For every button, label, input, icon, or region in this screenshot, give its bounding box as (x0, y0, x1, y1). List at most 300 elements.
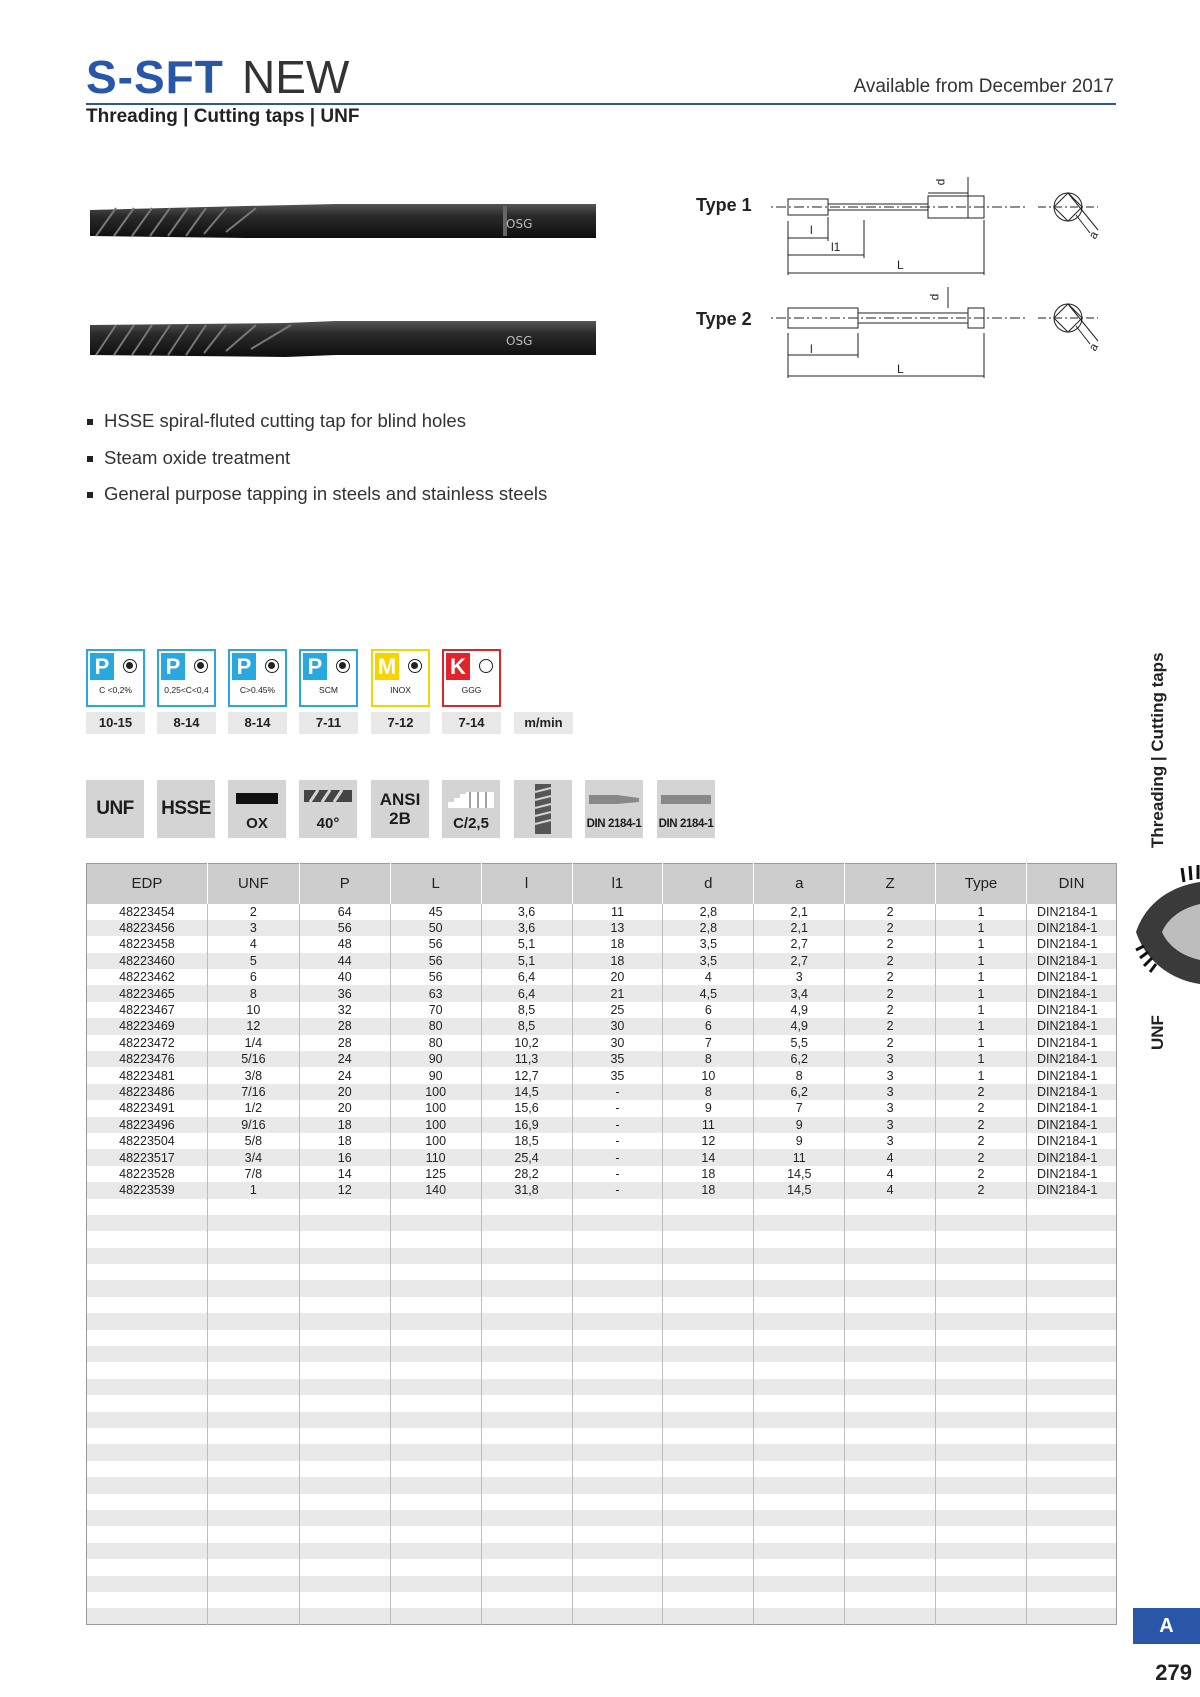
suitability-dot-icon (194, 659, 208, 673)
table-cell: DIN2184-1 (1026, 1182, 1116, 1198)
dim-a-1: a (1085, 228, 1102, 242)
table-cell (390, 1412, 481, 1428)
table-cell (572, 1330, 663, 1346)
table-cell (207, 1608, 299, 1624)
table-cell (572, 1559, 663, 1575)
table-cell: 14,5 (754, 1166, 845, 1182)
table-row (87, 1182, 1117, 1198)
table-cell: 5 (207, 953, 299, 969)
table-cell (754, 1543, 845, 1559)
table-cell (572, 1280, 663, 1296)
suitability-dot-icon (123, 659, 137, 673)
table-cell: 6,2 (754, 1084, 845, 1100)
table-cell (572, 1313, 663, 1329)
table-cell (663, 1428, 754, 1444)
table-cell (207, 1576, 299, 1592)
table-cell (390, 1215, 481, 1231)
table-cell (481, 1494, 572, 1510)
table-cell (207, 1494, 299, 1510)
table-cell (663, 1477, 754, 1493)
table-cell: 16,9 (481, 1117, 572, 1133)
table-cell (663, 1510, 754, 1526)
table-cell: 5/16 (207, 1051, 299, 1067)
table-cell: 5,1 (481, 936, 572, 952)
table-cell: 2 (845, 904, 936, 920)
table-cell (845, 1526, 936, 1542)
table-cell (299, 1362, 390, 1378)
table-row-empty (87, 1231, 1117, 1247)
availability-note: Available from December 2017 (853, 76, 1114, 97)
table-cell (87, 1297, 208, 1313)
title-divider (86, 103, 1116, 105)
table-cell: 24 (299, 1067, 390, 1083)
table-cell (1026, 1461, 1116, 1477)
table-cell: 7 (754, 1100, 845, 1116)
table-row-empty (87, 1395, 1117, 1411)
table-cell (845, 1543, 936, 1559)
dim-a-2: a (1085, 340, 1102, 354)
table-cell (754, 1526, 845, 1542)
table-cell (87, 1379, 208, 1395)
material-p-medium-carbon: P 0,25<C<0,4 (157, 649, 216, 707)
table-cell (390, 1444, 481, 1460)
table-cell (754, 1362, 845, 1378)
table-cell: DIN2184-1 (1026, 920, 1116, 936)
table-cell (754, 1215, 845, 1231)
table-cell: 30 (572, 1018, 663, 1034)
table-cell (1026, 1215, 1116, 1231)
table-cell (390, 1428, 481, 1444)
table-cell (572, 1297, 663, 1313)
table-row (87, 1035, 1117, 1051)
column-header: a (754, 864, 845, 904)
table-cell (754, 1477, 845, 1493)
page-subtitle: Threading | Cutting taps | UNF (86, 106, 360, 127)
table-cell (481, 1297, 572, 1313)
table-cell: 56 (390, 969, 481, 985)
table-cell (1026, 1428, 1116, 1444)
table-cell: 1/2 (207, 1100, 299, 1116)
table-cell (663, 1248, 754, 1264)
coating-ox-icon: OX (228, 780, 286, 838)
table-cell (207, 1543, 299, 1559)
table-cell (663, 1543, 754, 1559)
table-cell (207, 1231, 299, 1247)
table-cell: 3 (207, 920, 299, 936)
table-cell: 20 (299, 1084, 390, 1100)
table-row (87, 1133, 1117, 1149)
table-cell (663, 1313, 754, 1329)
table-cell (845, 1592, 936, 1608)
table-cell: 2 (845, 1018, 936, 1034)
table-cell (299, 1395, 390, 1411)
column-header: Z (845, 864, 936, 904)
table-cell (207, 1264, 299, 1280)
column-header: l1 (572, 864, 663, 904)
table-cell: 2 (845, 1035, 936, 1051)
table-cell: 2,1 (754, 920, 845, 936)
table-cell (936, 1297, 1027, 1313)
table-cell: 2 (936, 1117, 1027, 1133)
table-cell (936, 1412, 1027, 1428)
table-cell (936, 1264, 1027, 1280)
table-cell (663, 1412, 754, 1428)
dim-L-2: L (897, 362, 904, 376)
table-cell (1026, 1494, 1116, 1510)
table-cell: 2 (845, 969, 936, 985)
suitability-dot-icon (408, 659, 422, 673)
table-cell (299, 1559, 390, 1575)
table-cell (481, 1231, 572, 1247)
table-cell (845, 1330, 936, 1346)
table-cell (481, 1199, 572, 1215)
table-cell (754, 1444, 845, 1460)
table-cell (1026, 1592, 1116, 1608)
table-cell (207, 1477, 299, 1493)
table-cell: 25 (572, 1002, 663, 1018)
table-cell (663, 1592, 754, 1608)
table-cell (663, 1199, 754, 1215)
table-cell (572, 1231, 663, 1247)
dimension-drawing (768, 165, 1128, 385)
table-cell (1026, 1231, 1116, 1247)
table-cell (299, 1215, 390, 1231)
table-cell (663, 1297, 754, 1313)
table-cell: 6,2 (754, 1051, 845, 1067)
table-cell: DIN2184-1 (1026, 953, 1116, 969)
table-cell (1026, 1248, 1116, 1264)
table-cell: 1 (936, 904, 1027, 920)
table-cell (663, 1280, 754, 1296)
table-cell: 35 (572, 1051, 663, 1067)
table-cell: 48223460 (87, 953, 208, 969)
table-cell: 40 (299, 969, 390, 985)
table-cell: DIN2184-1 (1026, 1067, 1116, 1083)
table-cell (1026, 1330, 1116, 1346)
table-cell: 14,5 (754, 1182, 845, 1198)
table-cell: 50 (390, 920, 481, 936)
table-cell: 9 (754, 1117, 845, 1133)
table-cell: 2 (936, 1149, 1027, 1165)
table-cell (572, 1412, 663, 1428)
feature-item: HSSE spiral-fluted cutting tap for blind holes (86, 408, 547, 445)
table-cell (207, 1280, 299, 1296)
table-cell: DIN2184-1 (1026, 1018, 1116, 1034)
table-row (87, 1149, 1117, 1165)
table-cell (572, 1510, 663, 1526)
table-cell: 14 (299, 1166, 390, 1182)
table-cell: 3,5 (663, 936, 754, 952)
table-cell: DIN2184-1 (1026, 1133, 1116, 1149)
table-cell: DIN2184-1 (1026, 969, 1116, 985)
osg-logo: OSG (506, 217, 533, 231)
table-cell (390, 1379, 481, 1395)
table-cell (299, 1461, 390, 1477)
table-cell (207, 1592, 299, 1608)
table-cell (845, 1608, 936, 1624)
table-cell (936, 1362, 1027, 1378)
table-cell (845, 1379, 936, 1395)
table-cell: 48223486 (87, 1084, 208, 1100)
table-cell (663, 1379, 754, 1395)
new-badge: NEW (242, 51, 350, 103)
cutting-speed: 8-14 (157, 712, 216, 734)
table-cell: 8 (754, 1067, 845, 1083)
table-cell (481, 1608, 572, 1624)
column-header: EDP (87, 864, 208, 904)
table-row-empty (87, 1297, 1117, 1313)
table-row-empty (87, 1346, 1117, 1362)
table-cell (299, 1199, 390, 1215)
table-cell (207, 1559, 299, 1575)
table-cell (572, 1444, 663, 1460)
table-cell (481, 1280, 572, 1296)
table-cell (754, 1412, 845, 1428)
table-cell: 3 (754, 969, 845, 985)
table-cell (663, 1494, 754, 1510)
table-row (87, 1018, 1117, 1034)
table-cell (207, 1199, 299, 1215)
dim-d-2: d (927, 293, 942, 301)
table-cell (299, 1444, 390, 1460)
table-cell: 11 (663, 1117, 754, 1133)
table-cell (87, 1608, 208, 1624)
table-row-empty (87, 1559, 1117, 1575)
table-cell (207, 1313, 299, 1329)
table-cell (754, 1313, 845, 1329)
table-cell: 100 (390, 1084, 481, 1100)
din-standard-icon: DIN 2184-1 (657, 780, 715, 838)
table-cell (1026, 1199, 1116, 1215)
table-cell: 90 (390, 1067, 481, 1083)
table-cell: 48223517 (87, 1149, 208, 1165)
table-cell (936, 1428, 1027, 1444)
table-cell (572, 1346, 663, 1362)
table-cell: 16 (299, 1149, 390, 1165)
table-cell: 9/16 (207, 1117, 299, 1133)
table-cell (87, 1543, 208, 1559)
table-cell (1026, 1264, 1116, 1280)
table-cell (207, 1526, 299, 1542)
table-row-empty (87, 1379, 1117, 1395)
table-cell (87, 1461, 208, 1477)
table-cell (87, 1477, 208, 1493)
table-cell (572, 1362, 663, 1378)
feature-item: General purpose tapping in steels and stainless steels (86, 481, 547, 518)
table-cell (1026, 1395, 1116, 1411)
table-cell (663, 1608, 754, 1624)
table-cell: 18 (572, 953, 663, 969)
table-cell (936, 1231, 1027, 1247)
table-cell: 100 (390, 1100, 481, 1116)
table-cell (207, 1215, 299, 1231)
table-cell: 20 (299, 1100, 390, 1116)
table-row-empty (87, 1412, 1117, 1428)
table-cell: 9 (663, 1100, 754, 1116)
table-cell: 44 (299, 953, 390, 969)
table-cell (936, 1313, 1027, 1329)
table-cell (207, 1297, 299, 1313)
table-cell (390, 1477, 481, 1493)
table-cell (845, 1231, 936, 1247)
table-cell (87, 1526, 208, 1542)
table-cell: 10 (207, 1002, 299, 1018)
table-row (87, 1166, 1117, 1182)
tap-photo-type-2 (86, 315, 606, 365)
table-cell (936, 1592, 1027, 1608)
table-cell: DIN2184-1 (1026, 1084, 1116, 1100)
table-cell: 140 (390, 1182, 481, 1198)
table-cell (754, 1330, 845, 1346)
table-cell: 11 (754, 1149, 845, 1165)
table-cell (936, 1330, 1027, 1346)
table-cell: 80 (390, 1018, 481, 1034)
table-cell (481, 1379, 572, 1395)
table-cell (390, 1494, 481, 1510)
table-cell (299, 1231, 390, 1247)
table-cell: 48223476 (87, 1051, 208, 1067)
table-cell (390, 1199, 481, 1215)
table-cell (936, 1215, 1027, 1231)
table-cell (936, 1461, 1027, 1477)
dim-L-1: L (897, 258, 904, 272)
table-cell: 2 (936, 1166, 1027, 1182)
table-cell: 1 (936, 920, 1027, 936)
suitability-dot-icon (336, 659, 350, 673)
table-cell (663, 1362, 754, 1378)
table-row-empty (87, 1428, 1117, 1444)
table-cell: 25,4 (481, 1149, 572, 1165)
table-cell (572, 1461, 663, 1477)
table-cell (299, 1330, 390, 1346)
table-cell (87, 1494, 208, 1510)
table-cell: 3,6 (481, 920, 572, 936)
table-cell (754, 1428, 845, 1444)
table-cell: 31,8 (481, 1182, 572, 1198)
chamfer-form-icon: C/2,5 (442, 780, 500, 838)
table-cell (936, 1379, 1027, 1395)
table-cell (207, 1412, 299, 1428)
table-cell: 3 (845, 1117, 936, 1133)
table-cell (754, 1379, 845, 1395)
column-header: l (481, 864, 572, 904)
table-row-empty (87, 1494, 1117, 1510)
table-cell (754, 1608, 845, 1624)
table-cell (299, 1248, 390, 1264)
table-cell (207, 1461, 299, 1477)
table-cell (87, 1330, 208, 1346)
section-tab[interactable]: A (1133, 1608, 1200, 1644)
table-cell: 1 (936, 1051, 1027, 1067)
table-cell (572, 1428, 663, 1444)
product-title: S-SFT (86, 51, 224, 103)
table-cell: 70 (390, 1002, 481, 1018)
table-cell: - (572, 1133, 663, 1149)
table-cell (754, 1395, 845, 1411)
table-cell: 12 (299, 1182, 390, 1198)
table-cell: 2 (845, 920, 936, 936)
cutting-speed: 7-14 (442, 712, 501, 734)
table-cell (936, 1248, 1027, 1264)
table-cell (1026, 1477, 1116, 1493)
table-cell (754, 1592, 845, 1608)
table-cell: 18 (572, 936, 663, 952)
table-cell (572, 1215, 663, 1231)
table-cell (390, 1543, 481, 1559)
table-cell (390, 1248, 481, 1264)
subsection-label: UNF (1148, 1015, 1167, 1050)
table-cell (207, 1330, 299, 1346)
table-cell: 20 (572, 969, 663, 985)
table-cell: 3/8 (207, 1067, 299, 1083)
table-cell: 2,8 (663, 904, 754, 920)
tolerance-class-icon: ANSI 2B (371, 780, 429, 838)
cutting-speed: 7-12 (371, 712, 430, 734)
table-cell (87, 1231, 208, 1247)
dim-d-1: d (933, 178, 948, 186)
table-cell: DIN2184-1 (1026, 904, 1116, 920)
table-cell (87, 1313, 208, 1329)
table-cell (87, 1362, 208, 1378)
table-cell: 100 (390, 1117, 481, 1133)
table-row-empty (87, 1543, 1117, 1559)
table-cell: DIN2184-1 (1026, 1117, 1116, 1133)
material-hsse-icon: HSSE (157, 780, 215, 838)
table-row-empty (87, 1215, 1117, 1231)
table-cell (87, 1248, 208, 1264)
thread-standard-icon: UNF (86, 780, 144, 838)
table-row-empty (87, 1526, 1117, 1542)
table-cell: 48223528 (87, 1166, 208, 1182)
table-cell: 45 (390, 904, 481, 920)
table-cell: 4 (663, 969, 754, 985)
table-cell: 125 (390, 1166, 481, 1182)
table-cell: 3 (845, 1100, 936, 1116)
table-cell (481, 1264, 572, 1280)
table-cell: - (572, 1084, 663, 1100)
table-row (87, 1051, 1117, 1067)
column-header: P (299, 864, 390, 904)
table-cell: 5/8 (207, 1133, 299, 1149)
table-cell: 2,8 (663, 920, 754, 936)
feature-item: Steam oxide treatment (86, 445, 547, 482)
table-cell (1026, 1526, 1116, 1542)
table-cell: 3/4 (207, 1149, 299, 1165)
table-cell (754, 1297, 845, 1313)
speed-unit: m/min (514, 712, 573, 734)
table-cell (572, 1576, 663, 1592)
table-cell (663, 1215, 754, 1231)
table-cell (390, 1510, 481, 1526)
table-cell: 21 (572, 985, 663, 1001)
table-cell: 1 (936, 985, 1027, 1001)
table-cell (481, 1330, 572, 1346)
table-cell (663, 1559, 754, 1575)
table-cell (1026, 1576, 1116, 1592)
table-cell: 4 (845, 1182, 936, 1198)
table-cell: 32 (299, 1002, 390, 1018)
type-1-label: Type 1 (696, 195, 752, 215)
table-cell: 8,5 (481, 1018, 572, 1034)
table-cell (572, 1543, 663, 1559)
table-cell (845, 1477, 936, 1493)
table-cell: 48223462 (87, 969, 208, 985)
table-cell (1026, 1559, 1116, 1575)
table-cell (936, 1199, 1027, 1215)
table-cell: 24 (299, 1051, 390, 1067)
table-cell (754, 1231, 845, 1247)
table-cell (299, 1412, 390, 1428)
